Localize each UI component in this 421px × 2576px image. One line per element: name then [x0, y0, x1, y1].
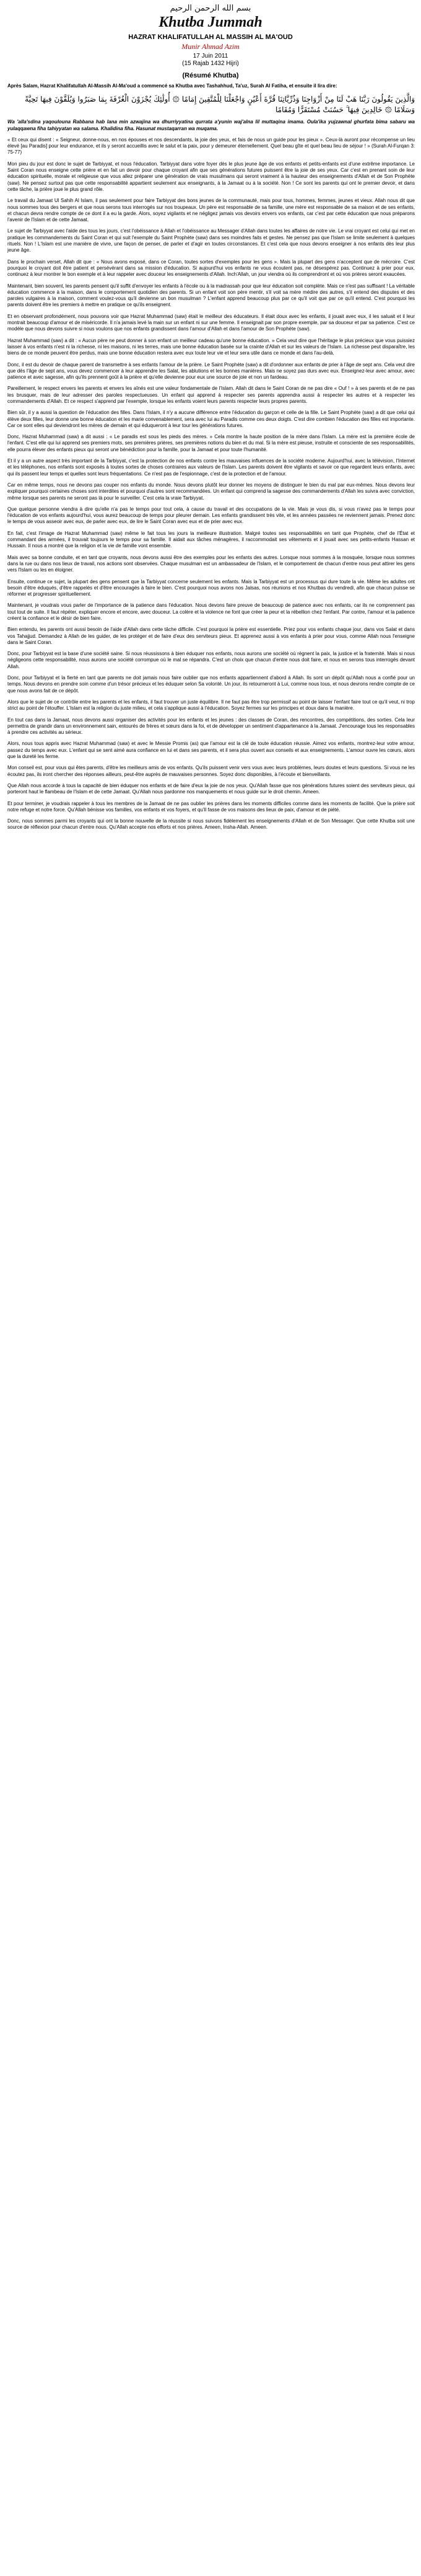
- body-paragraph: Car en même temps, nous ne devons pas couper nos enfants du monde. Nous devons plutôt leur donner les moyens de distinguer le bien du mal par eux-mêmes. Nous devons leur expliquer pourquoi certaines choses sont interdites et pourquoi d'autres sont recommandées. Un enfant qui comprend la sagesse des commandements d'Allah les suivra avec conviction, même lorsque ses parents ne seront pas là pour le surveiller. C'est cela la vraie Tarbiyyat.: [7, 482, 415, 501]
- body-paragraph: Alors que le sujet de ce contrôle entre les parents et les enfants, il faut trouver un juste équilibre. Il ne faut pas être trop permissif au point de laisser l'enfant faire tout ce qu'il veut, ni trop strict au point de l'étouffer. L'Islam est la religion du juste milieu, et cela s'applique aussi à l'éducation. Soyez fermes sur les principes et doux dans la manière.: [7, 699, 415, 712]
- hijri-date: (15 Rajab 1432 Hijri): [182, 60, 239, 67]
- body-paragraph: En fait, c'est l'image de Hazrat Muhammad (saw) même le fait tous les jours la meilleure illustration. Malgré toutes ses responsabilités en tant que Prophète, chef de l'État et commandant des armées, il trouvait toujours le temps pour sa famille. Il aidait aux tâches ménagères, il raccommodait ses vêtements et il jouait avec ses petits-enfants Hassan et Hussain. Il nous a montré que la religion et la vie de famille vont ensemble.: [7, 530, 415, 549]
- body-paragraph: Le sujet de Tarbiyyat avec l'aide des tous les jours, c'est l'obéissance à Allah et l'obéissance au Messager d'Allah dans toutes les affaires de notre vie. Le vrai croyant est celui qui met en pratique les commandements du Saint Coran et qui suit l'exemple du Saint Prophète (saw) dans ses moindres faits et gestes. Ne pensez pas que l'Islam se limite seulement à quelques rituels. Non ! L'Islam est une manière de vivre, une façon de penser, de parler et d'agir en toutes circonstances. Et c'est cela que nous devons enseigner à nos enfants dès leur plus jeune âge.: [7, 228, 415, 254]
- intro-paragraph: Après Salam, Hazrat Khalifatullah Al-Massih Al-Ma'oud a commencé sa Khutba avec Tashahhud, Ta'uz, Surah Al Fatiha, et ensuite il lira dire:: [7, 83, 337, 89]
- body-paragraph: Alors, nous tous appris avec Hazrat Muhammad (saw) et avec le Messie Promis (as) que l'amour est la clé de toute éducation réussie. Aimez vos enfants, montrez-leur votre amour, passez du temps avec eux. L'enfant qui se sent aimé aura confiance en lui et dans ses parents, et il sera plus ouvert aux conseils et aux enseignements. L'amour ouvre les cœurs, alors que la dureté les ferme.: [7, 741, 415, 760]
- body-paragraph: Que quelque personne viendra à dire qu'elle n'a pas le temps pour tout cela, à cause du travail et des occupations de la vie. Mais je vous dis, si vous n'avez pas le temps pour l'éducation de vos enfants aujourd'hui, vous aurez beaucoup de temps pour pleurer demain. Les enfants grandissent très vite, et les années passées ne reviennent jamais. Prenez donc le temps de vous asseoir avec eux, de parler avec eux, de lire le Saint Coran avec eux et de prier avec eux.: [7, 506, 415, 525]
- body-paragraph: Et en observant profondément, nous pouvons voir que Hazrat Muhammad (saw) était le meilleur des éducateurs. Il était doux avec les enfants, il jouait avec eux, il les saluait et il leur montrait beaucoup d'amour et de miséricorde. Il n'a jamais levé la main sur un enfant ni sur une femme. Il enseignait par son propre exemple, par sa douceur et par sa patience. C'est ce modèle que nous devons suivre si nous voulons que nos enfants grandissent dans l'amour d'Allah et dans l'amour de Son Prophète (saw).: [7, 313, 415, 332]
- body-paragraph: Bien entendu, les parents ont aussi besoin de l'aide d'Allah dans cette tâche difficile. C'est pourquoi la prière est essentielle. Priez pour vos enfants chaque jour, dans vos Salat et dans vos Tahajjud. Demandez à Allah de les guider, de les protéger et de faire d'eux des serviteurs pieux. Et apprenez aussi à vos enfants à prier pour vous, comme Allah nous l'enseigne dans le Saint Coran.: [7, 627, 415, 645]
- gregorian-date: 17 Juin 2011: [193, 53, 228, 60]
- body-paragraph: Donc, pour Tarbiyyat et la fierté en tant que parents ne doit jamais nous faire oublier que nos enfants appartiennent d'abord à Allah. Ils sont un dépôt qu'Allah nous a confié pour un temps. Nous devons en prendre soin comme d'un trésor précieux et les éduquer selon Sa volonté. Un jour, ils retourneront à Lui, comme nous tous, et nous devrons rendre compte de ce que nous avons fait de ce dépôt.: [7, 675, 415, 694]
- caliph-title: HAZRAT KHALIFATULLAH AL MASSIH AL MA'OUD: [128, 33, 293, 41]
- verse-translation: « Et ceux qui disent : « Seigneur, donne-nous, en nos épouses et nos descendants, la joie des yeux, et fais de nous un guide pour les pieux ». Ceux-là auront pour récompense un lieu élevé [au Paradis] pour leur endurance, et ils y seront accueillis avec le salut et la paix, pour y demeurer éternellement. Quel beau gîte et quel beau lieu de séjour ! » (Surah Al-Furqan 3: 75-77): [7, 136, 415, 156]
- verse-transliteration: Wa 'alla'sdina yaqoulouna Rabbana hab lana min azwajina wa dhurriyyatina qurrata a'yunin waj'alna lil muttaqina imama. Oula'ika yujzawnal ghurfata bima sabaru wa yulaqqawna fiha tahiyyatan wa salama. Khalidina fiha. Hasunat mustaqarran wa muqama.: [7, 119, 415, 131]
- body-paragraph: Donc, pour Tarbiyyat est la base d'une société saine. Si nous réussissons à bien éduquer nos enfants, nous aurons une société où règnent la paix, la justice et la fraternité. Mais si nous négligeons cette responsabilité, nous aurons une société corrompue où le mal se répandra. C'est un choix que chacun d'entre nous doit faire, et nous en serons tous interrogés devant Allah.: [7, 651, 415, 669]
- body-paragraph: Mais avec sa bonne conduite, et en tant que croyants, nous devons aussi être des exemples pour les enfants des autres. Lorsque nous sommes à la mosquée, lorsque nous sommes dans la rue ou dans nos lieux de travail, nos actions sont observées. Chaque musulman est un ambassadeur de l'Islam, et le comportement de chacun d'entre nous peut attirer les gens vers l'Islam ou les en éloigner.: [7, 554, 415, 573]
- body-paragraph: Pareillement, le respect envers les parents et envers les aînés est une valeur fondamentale de l'Islam. Allah dit dans le Saint Coran de ne pas dire « Ouf ! » à ses parents et de ne pas les brusquer, mais de leur adresser des paroles respectueuses. Un enfant qui apprend à respecter ses parents apprendra aussi à respecter les autres et à respecter les commandements d'Allah. Et ce respect s'apprend par l'exemple, lorsque les enfants voient leurs parents respecter leurs propres parents.: [7, 386, 415, 404]
- body-paragraph: Donc, Hazrat Muhammad (saw) a dit aussi : « Le paradis est sous les pieds des mères. » Cela montre la haute position de la mère dans l'Islam. La mère est la première école de l'enfant. C'est elle qui lui apprend ses premiers mots, ses premières prières, ses premières notions du bien et du mal. Si la mère est pieuse, instruite et consciente de ses responsabilités, elle pourra élever des enfants pieux qui seront une bénédiction pour la famille, pour la Jamaat et pour toute l'humanité.: [7, 434, 415, 452]
- body-paragraph: Dans le prochain verset, Allah dit que : « Nous avons exposé, dans ce Coran, toutes sortes d'exemples pour les gens ». Mais la plupart des gens n'acceptent que de mécroire. C'est pourquoi le croyant doit être patient et persévérant dans sa mission d'éducation. Si aujourd'hui vos enfants ne vous écoutent pas, ne désespérez pas. Continuez à prier pour eux, continuez à leur montrer le bon exemple et à leur rappeler avec douceur les enseignements d'Allah. Inch'Allah, un jour viendra où ils comprendront et où vos prières seront exaucées.: [7, 258, 415, 278]
- author-name: Munir Ahmad Azim: [181, 42, 240, 51]
- quran-verse-arabic: وَالَّذِينَ يَقُولُونَ رَبَّنَا هَبْ لَنَا مِنْ أَزْوَاجِنَا وَذُرِّيَّاتِنَا قُرَّةَ أَعْيُنٍ وَاجْعَلْنَا لِلْمُتَّقِينَ إِمَامًا ۞ أُولَٰئِكَ يُجْزَوْنَ الْغُرْفَةَ بِمَا صَبَرُوا وَيُلَقَّوْنَ فِيهَا تَحِيَّةً وَسَلَامًا ۞ خَالِدِينَ فِيهَا ۚ حَسُنَتْ مُسْتَقَرًّا وَمُقَامًا: [25, 95, 415, 115]
- body-paragraph: Que Allah nous accorde à tous la capacité de bien éduquer nos enfants et de faire d'eux la joie de nos yeux. Qu'Allah fasse que nos générations futures soient des serviteurs pieux, qui porteront haut le flambeau de l'Islam et de cette Jamaat. Qu'Allah nous pardonne nos manquements et nous guide sur le droit chemin. Ameen.: [7, 782, 415, 795]
- body-paragraph: Mon conseil est, pour vous qui êtes parents, d'être les meilleurs amis de vos enfants. Qu'ils puissent venir vers vous avec leurs problèmes, leurs doutes et leurs questions. Si vous ne les écoutez pas, ils iront chercher des réponses ailleurs, peut-être auprès de mauvaises personnes. Soyez donc disponibles, à l'écoute et bienveillants.: [7, 765, 415, 777]
- body-paragraph: Donc, nous sommes parmi les croyants qui ont la bonne nouvelle de la réussite si nous suivons fidèlement les enseignements d'Allah et de Son Messager. Que cette Khutba soit une source de réflexion pour chacun d'entre nous. Qu'Allah accepte nos efforts et nos prières. Ameen, Insha-Allah. Ameen.: [7, 818, 415, 831]
- body-paragraph: Donc, il est du devoir de chaque parent de transmettre à ses enfants l'amour de la prière. Le Saint Prophète (saw) a dit d'ordonner aux enfants de prier à l'âge de sept ans. Cela veut dire que dès l'âge de sept ans, vous devez commencer à leur apprendre les Salat, les ablutions et les bonnes manières. Mais ne soyez pas durs avec eux. Enseignez-leur avec amour, avec patience et avec sagesse, afin qu'ils prennent goût à la prière et qu'elle devienne pour eux une source de joie et non un fardeau.: [7, 361, 415, 381]
- body-paragraph: Maintenant, bien souvent, les parents pensent qu'il suffit d'envoyer les enfants à l'école ou à la madrassah pour que leur éducation soit complète. Mais ce n'est pas suffisant ! La véritable éducation commence à la maison, dans le comportement quotidien des parents. Si un enfant voit son père mentir, s'il voit sa mère médire des autres, s'il entend des disputes et des paroles vulgaires à la maison, comment voulez-vous qu'il devienne un bon musulman ? L'enfant apprend beaucoup plus par ce qu'il voit que par ce qu'il entend. C'est pourquoi les parents doivent être les premiers à mettre en pratique ce qu'ils enseignent.: [7, 283, 415, 308]
- body-paragraph: Et il y a un autre aspect très important de la Tarbiyyat, c'est la protection de nos enfants contre les mauvaises influences de la société moderne. Aujourd'hui, avec la télévision, l'Internet et les téléphones, nos enfants sont exposés à toutes sortes de choses contraires aux valeurs de l'Islam. Les parents doivent être vigilants et savoir ce que regardent leurs enfants, avec qui ils passent leur temps et quelles sont leurs fréquentations. Ce n'est pas de l'espionnage, c'est de la protection et de l'amour.: [7, 458, 415, 477]
- sermon-body: [0, 83, 421, 831]
- body-paragraph: Hazrat Muhammad (saw) a dit : « Aucun père ne peut donner à son enfant un meilleur cadeau qu'une bonne éducation. » Cela veut dire que l'héritage le plus précieux que vous puissiez laisser à vos enfants n'est ni la richesse, ni les maisons, ni les terres, mais une bonne éducation basée sur la crainte d'Allah et sur les valeurs de l'Islam. La richesse peut disparaître, les biens de ce monde peuvent être perdus, mais une bonne éducation restera avec eux toute leur vie et leur sera utile dans ce monde et dans l'au-delà.: [7, 337, 415, 356]
- summary-label: (Résumé Khutba): [182, 72, 239, 79]
- body-paragraph: Ensuite, continue ce sujet, la plupart des gens pensent que la Tarbiyyat concerne seulement les enfants. Mais la Tarbiyyat est un processus qui dure toute la vie. Même les adultes ont besoin d'être éduqués, d'être rappelés et d'être encouragés à faire le bien. C'est pourquoi nous avons nos Jalsas, nos réunions et nos Khutbas du vendredi, afin que chacun puisse se réformer et progresser spirituellement.: [7, 578, 415, 598]
- body-paragraph: Et pour terminer, je voudrais rappeler à tous les membres de la Jamaat de ne pas oublier les prières dans les moments difficiles comme dans les moments de facilité. Que la prière soit notre refuge et notre force. Qu'Allah bénisse vos familles, vos enfants et vos foyers, et qu'Il fasse de vos maisons des lieux de paix, d'amour et de piété.: [7, 800, 415, 813]
- body-paragraph: Maintenant, je voudrais vous parler de l'importance de la patience dans l'éducation. Nous devons faire preuve de beaucoup de patience avec nos enfants, car ils ne comprennent pas tout tout de suite. Il faut répéter, expliquer encore et encore, avec douceur. La colère et la violence ne font que créer la peur et la rébellion chez l'enfant. Par contre, l'amour et la patience créent la confiance et le désir de bien faire.: [7, 602, 415, 621]
- body-paragraph: En tout cas dans la Jamaat, nous devons aussi organiser des activités pour les enfants et les jeunes : des classes de Coran, des rencontres, des compétitions, des sorties. Cela leur permettra de grandir dans un environnement sain, entourés de frères et sœurs dans la foi, et de développer un sentiment d'appartenance à la Jamaat. J'encourage tous les responsables à prendre ces activités au sérieux.: [7, 717, 415, 736]
- body-paragraph: Le travail du Jamaat Ul Sahih Al Islam, il pas seulement pour faire Tarbiyyat des bons jeunes de la communauté, mais pour tous, hommes, femmes, jeunes et vieux. Allah nous dit que nous sommes tous des bergers et que nous serons tous interrogés sur nos troupeaux. Un père est responsable de sa famille, une mère est responsable de sa maison et de ses enfants, et chacun devra rendre compte de ce dont il a eu la garde. Alors, soyez vigilants et ne négligez jamais vos devoirs envers vos enfants, car c'est par cette éducation que nous préparons l'avenir de l'Islam et de cette Jamaat.: [7, 198, 415, 223]
- body-paragraph: Mon pieu du jour est donc le sujet de Tarbiyyat, et nous l'éducation. Tarbiyyat dans votre foyer dès le plus jeune âge de vos enfants et petits-enfants est d'une extrême importance. Le Saint Coran nous enseigne cette prière et en fait un devoir pour chaque croyant afin que ses générations futures puissent être la joie de ses yeux. Car c'est en prenant soin de leur éducation spirituelle, morale et religieuse que vous allez préparer une génération de vrais musulmans qui seront vraiment à la hauteur des enseignements d'Allah et de Son Prophète (saw). Ne pensez surtout pas que cette responsabilité appartient seulement aux enseignants, à la Jamaat ou à la société. Non ! Ce sont les parents qui ont le premier devoir, et dans cette tâche, la prière joue le plus grand rôle.: [7, 161, 415, 192]
- bismillah-heading: بسم الله الرحمن الرحيم: [170, 4, 251, 13]
- page-title: Khutba Jummah: [158, 14, 263, 30]
- body-paragraph: Bien sûr, il y a aussi la question de l'éducation des filles. Dans l'Islam, il n'y a aucune différence entre l'éducation du garçon et celle de la fille. Le Saint Prophète (saw) a dit que celui qui élève deux filles, leur donne une bonne éducation et les marie convenablement, sera avec lui au Paradis comme ces deux doigts. C'est dire combien l'éducation des filles est importante. Car ce sont elles qui deviendront les mères de demain et qui éduqueront à leur tour les générations futures.: [7, 410, 415, 428]
